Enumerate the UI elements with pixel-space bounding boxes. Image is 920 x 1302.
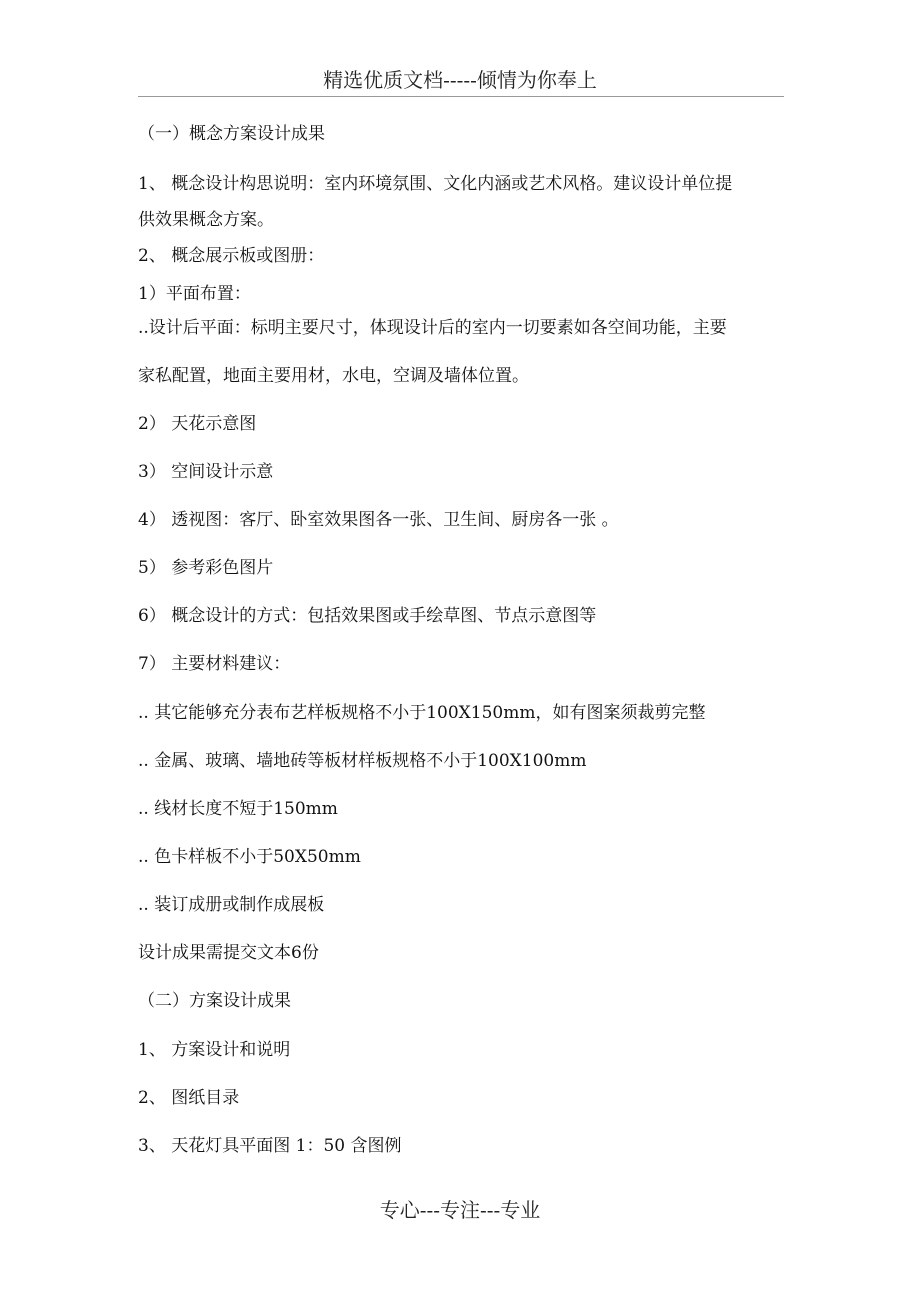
section-heading-2: （二）方案设计成果 <box>138 991 291 1011</box>
section-heading-1: （一）概念方案设计成果 <box>138 124 325 144</box>
bullet-item: .. 装订成册或制作成展板 <box>138 895 325 915</box>
page-header: 精选优质文档-----倾情为你奉上 <box>323 68 597 92</box>
paragraph-line: 1、 概念设计构思说明：室内环境氛围、文化内涵或艺术风格。建议设计单位提 <box>138 174 733 194</box>
list-item: 5） 参考彩色图片 <box>138 558 274 578</box>
list-item: 3、 天花灯具平面图 1：50 含图例 <box>138 1136 402 1156</box>
list-item: 1、 方案设计和说明 <box>138 1040 291 1060</box>
list-item: 6） 概念设计的方式：包括效果图或手绘草图、节点示意图等 <box>138 606 597 626</box>
list-item: 2、 图纸目录 <box>138 1088 240 1108</box>
paragraph-line: 家私配置，地面主要用材，水电，空调及墙体位置。 <box>138 366 529 386</box>
bullet-item: .. 线材长度不短于150mm <box>138 799 338 819</box>
list-item: 3） 空间设计示意 <box>138 462 274 482</box>
paragraph-line: 设计成果需提交文本6份 <box>138 943 319 963</box>
list-item: 7） 主要材料建议： <box>138 654 291 674</box>
paragraph-line: 1）平面布置： <box>138 284 251 304</box>
page-footer: 专心---专注---专业 <box>379 1198 541 1222</box>
list-item: 2） 天花示意图 <box>138 414 257 434</box>
paragraph-line: 2、 概念展示板或图册： <box>138 246 325 266</box>
bullet-item: .. 色卡样板不小于50X50mm <box>138 847 361 867</box>
list-item: 4） 透视图：客厅、卧室效果图各一张、卫生间、厨房各一张 。 <box>138 510 619 530</box>
bullet-item: .. 其它能够充分表布艺样板规格不小于100X150mm，如有图案须裁剪完整 <box>138 703 706 723</box>
paragraph-line: ..设计后平面：标明主要尺寸，体现设计后的室内一切要素如各空间功能，主要 <box>138 318 727 338</box>
header-divider <box>138 96 784 97</box>
paragraph-line: 供效果概念方案。 <box>138 210 274 230</box>
bullet-item: .. 金属、玻璃、墙地砖等板材样板规格不小于100X100mm <box>138 751 587 771</box>
